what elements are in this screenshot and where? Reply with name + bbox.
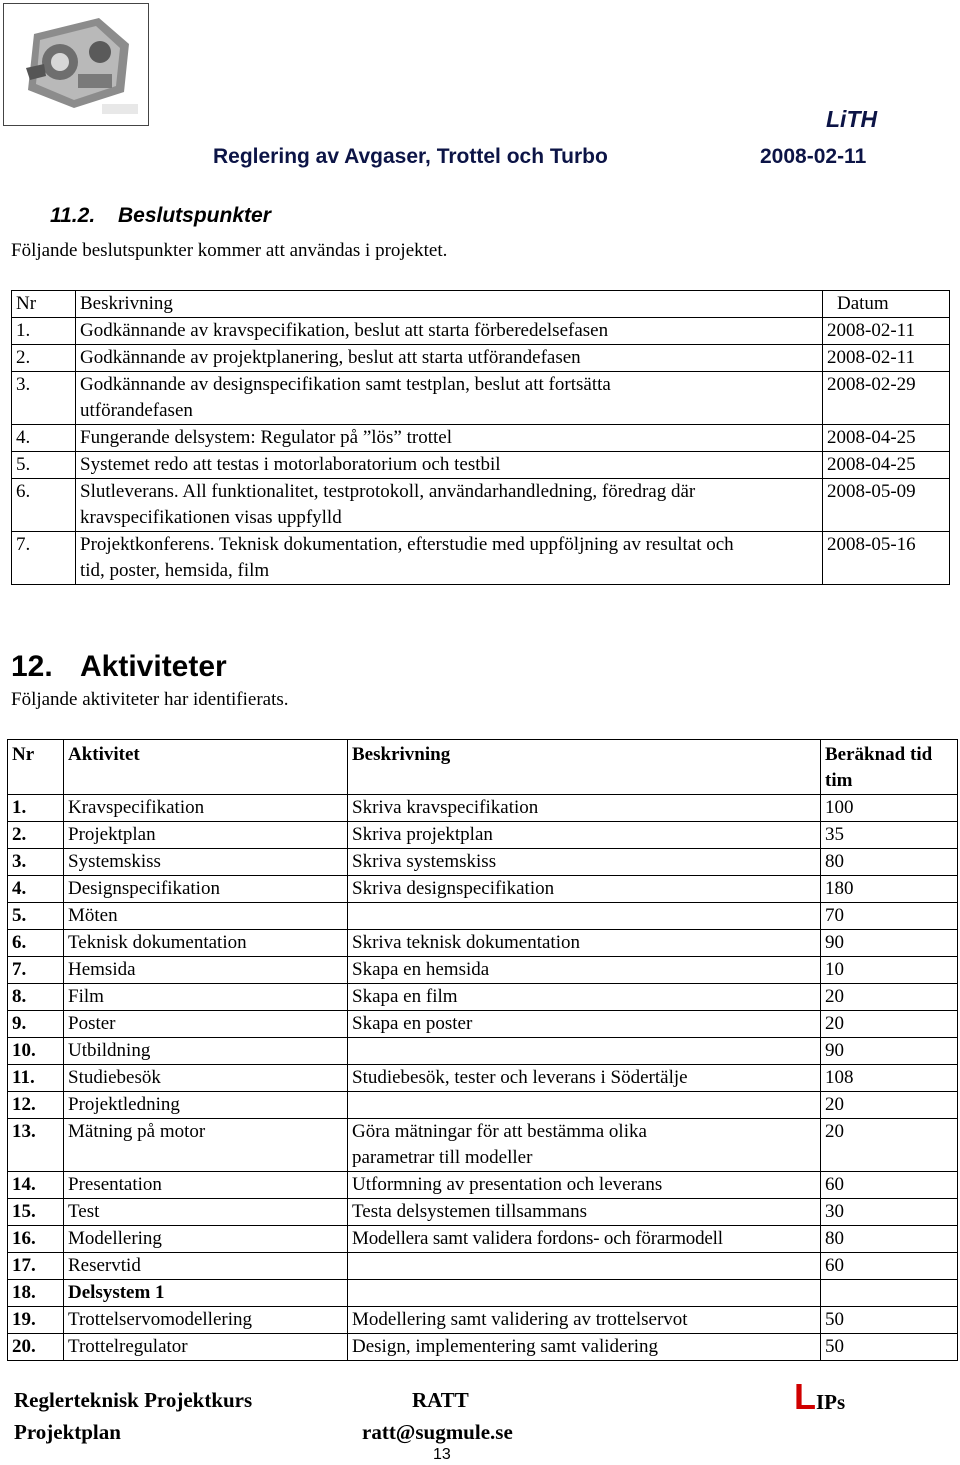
row-description: Göra mätningar för att bestämma olika parametrar till modeller bbox=[348, 1119, 821, 1172]
row-description: Skriva designspecifikation bbox=[348, 876, 821, 903]
row-date: 2008-04-25 bbox=[823, 452, 950, 479]
activities-table bbox=[7, 739, 958, 1361]
row-number: 4. bbox=[8, 876, 64, 903]
table-row bbox=[8, 822, 958, 849]
row-date: 2008-04-25 bbox=[823, 425, 950, 452]
row-activity: Reservtid bbox=[64, 1253, 348, 1280]
row-number: 6. bbox=[8, 930, 64, 957]
row-hours: 50 bbox=[821, 1334, 958, 1361]
table-row bbox=[8, 1092, 958, 1119]
row-description: Skriva teknisk dokumentation bbox=[348, 930, 821, 957]
footer-doc: Projektplan bbox=[14, 1420, 121, 1444]
row-description: Fungerande delsystem: Regulator på ”lös” trottel bbox=[76, 425, 823, 452]
row-number: 2. bbox=[12, 345, 76, 372]
footer-group: RATT bbox=[412, 1388, 469, 1412]
row-description: Design, implementering samt validering bbox=[348, 1334, 821, 1361]
row-description bbox=[348, 1253, 821, 1280]
row-number: 3. bbox=[8, 849, 64, 876]
row-description: Skriva projektplan bbox=[348, 822, 821, 849]
column-header: Nr bbox=[8, 740, 64, 795]
row-hours: 30 bbox=[821, 1199, 958, 1226]
table-row bbox=[8, 1011, 958, 1038]
row-description: Skapa en film bbox=[348, 984, 821, 1011]
row-hours: 90 bbox=[821, 930, 958, 957]
row-activity: Film bbox=[64, 984, 348, 1011]
table-row bbox=[12, 425, 950, 452]
row-description: Skriva systemskiss bbox=[348, 849, 821, 876]
row-description: Modellering samt validering av trottelservot bbox=[348, 1307, 821, 1334]
row-number: 8. bbox=[8, 984, 64, 1011]
row-hours: 10 bbox=[821, 957, 958, 984]
row-description: Slutleverans. All funktionalitet, testprotokoll, användarhandledning, föredrag där kravspecifikationen visas uppfylld bbox=[76, 479, 823, 532]
row-description: Utformning av presentation och leverans bbox=[348, 1172, 821, 1199]
row-hours: 50 bbox=[821, 1307, 958, 1334]
row-activity: Utbildning bbox=[64, 1038, 348, 1065]
row-description bbox=[348, 1092, 821, 1119]
row-hours: 180 bbox=[821, 876, 958, 903]
row-date: 2008-02-11 bbox=[823, 345, 950, 372]
row-hours: 20 bbox=[821, 984, 958, 1011]
row-description bbox=[348, 1280, 821, 1307]
row-hours: 20 bbox=[821, 1119, 958, 1172]
row-number: 17. bbox=[8, 1253, 64, 1280]
row-activity: Designspecifikation bbox=[64, 876, 348, 903]
table-row bbox=[8, 1307, 958, 1334]
row-activity: Presentation bbox=[64, 1172, 348, 1199]
row-number: 4. bbox=[12, 425, 76, 452]
row-number: 16. bbox=[8, 1226, 64, 1253]
row-number: 13. bbox=[8, 1119, 64, 1172]
row-date: 2008-05-09 bbox=[823, 479, 950, 532]
row-description: Modellera samt validera fordons- och förarmodell bbox=[348, 1226, 821, 1253]
row-description: Projektkonferens. Teknisk dokumentation, efterstudie med uppföljning av resultat och tid, poster, hemsida, film bbox=[76, 532, 823, 585]
table-row bbox=[8, 984, 958, 1011]
row-number: 3. bbox=[12, 372, 76, 425]
row-activity: Kravspecifikation bbox=[64, 795, 348, 822]
table-row bbox=[8, 1038, 958, 1065]
table-row bbox=[8, 849, 958, 876]
section-number: 11.2. bbox=[50, 204, 96, 227]
table-row bbox=[12, 479, 950, 532]
section-intro: Följande beslutspunkter kommer att användas i projektet. bbox=[11, 240, 448, 261]
row-date: 2008-02-11 bbox=[823, 318, 950, 345]
row-number: 20. bbox=[8, 1334, 64, 1361]
engine-icon bbox=[4, 4, 148, 125]
row-description: Studiebesök, tester och leverans i Södertälje bbox=[348, 1065, 821, 1092]
footer-course: Reglerteknisk Projektkurs bbox=[14, 1388, 253, 1412]
table-row bbox=[12, 372, 950, 425]
row-number: 11. bbox=[8, 1065, 64, 1092]
row-activity: Studiebesök bbox=[64, 1065, 348, 1092]
document-date: 2008-02-11 bbox=[760, 145, 867, 168]
row-hours: 60 bbox=[821, 1172, 958, 1199]
table-row bbox=[8, 1253, 958, 1280]
row-description: Skapa en poster bbox=[348, 1011, 821, 1038]
row-activity: Delsystem 1 bbox=[64, 1280, 348, 1307]
row-hours: 80 bbox=[821, 849, 958, 876]
row-number: 1. bbox=[12, 318, 76, 345]
table-row bbox=[12, 345, 950, 372]
table-row bbox=[8, 1065, 958, 1092]
table-row bbox=[12, 452, 950, 479]
table-row bbox=[8, 1334, 958, 1361]
row-hours: 80 bbox=[821, 1226, 958, 1253]
section-title: Beslutspunkter bbox=[118, 204, 271, 227]
row-hours: 108 bbox=[821, 1065, 958, 1092]
row-hours: 70 bbox=[821, 903, 958, 930]
table-row bbox=[8, 876, 958, 903]
lips-logo-text: IPs bbox=[816, 1390, 846, 1414]
row-activity: Projektledning bbox=[64, 1092, 348, 1119]
row-description: Godkännande av designspecifikation samt testplan, beslut att fortsätta utförandefasen bbox=[76, 372, 823, 425]
table-row bbox=[12, 532, 950, 585]
section-intro: Följande aktiviteter har identifierats. bbox=[11, 689, 289, 710]
row-description: Godkännande av kravspecifikation, beslut att starta förberedelsefasen bbox=[76, 318, 823, 345]
table-row bbox=[8, 903, 958, 930]
row-number: 10. bbox=[8, 1038, 64, 1065]
row-number: 7. bbox=[8, 957, 64, 984]
row-description: Skapa en hemsida bbox=[348, 957, 821, 984]
row-description bbox=[348, 903, 821, 930]
row-number: 1. bbox=[8, 795, 64, 822]
column-header: Aktivitet bbox=[64, 740, 348, 795]
row-activity: Hemsida bbox=[64, 957, 348, 984]
row-hours: 90 bbox=[821, 1038, 958, 1065]
section-title: Aktiviteter bbox=[80, 650, 227, 683]
footer-email: ratt@sugmule.se bbox=[362, 1420, 513, 1444]
row-activity: Trottelservomodellering bbox=[64, 1307, 348, 1334]
lips-logo-letter: L bbox=[794, 1376, 816, 1417]
row-hours: 60 bbox=[821, 1253, 958, 1280]
table-row bbox=[12, 318, 950, 345]
row-number: 6. bbox=[12, 479, 76, 532]
lith-logo-text: LiTH bbox=[826, 106, 878, 132]
row-number: 5. bbox=[8, 903, 64, 930]
row-description: Systemet redo att testas i motorlaboratorium och testbil bbox=[76, 452, 823, 479]
row-description: Testa delsystemen tillsammans bbox=[348, 1199, 821, 1226]
row-activity: Projektplan bbox=[64, 822, 348, 849]
decision-points-table bbox=[11, 290, 950, 585]
row-number: 19. bbox=[8, 1307, 64, 1334]
table-row bbox=[8, 1199, 958, 1226]
row-activity: Modellering bbox=[64, 1226, 348, 1253]
row-number: 5. bbox=[12, 452, 76, 479]
section-number: 12. bbox=[11, 650, 53, 683]
row-number: 14. bbox=[8, 1172, 64, 1199]
row-description: Godkännande av projektplanering, beslut att starta utförandefasen bbox=[76, 345, 823, 372]
page-number: 13 bbox=[433, 1446, 451, 1463]
document-title: Reglering av Avgaser, Trottel och Turbo bbox=[213, 145, 608, 168]
row-activity: Poster bbox=[64, 1011, 348, 1038]
row-number: 12. bbox=[8, 1092, 64, 1119]
row-activity: Teknisk dokumentation bbox=[64, 930, 348, 957]
column-header: Nr bbox=[12, 291, 76, 318]
row-hours: 20 bbox=[821, 1092, 958, 1119]
row-hours: 20 bbox=[821, 1011, 958, 1038]
row-number: 2. bbox=[8, 822, 64, 849]
row-description: Skriva kravspecifikation bbox=[348, 795, 821, 822]
row-number: 18. bbox=[8, 1280, 64, 1307]
row-date: 2008-05-16 bbox=[823, 532, 950, 585]
row-hours: 35 bbox=[821, 822, 958, 849]
table-header-row bbox=[8, 740, 958, 795]
row-activity: Möten bbox=[64, 903, 348, 930]
table-row bbox=[8, 930, 958, 957]
row-number: 7. bbox=[12, 532, 76, 585]
row-number: 15. bbox=[8, 1199, 64, 1226]
row-activity: Mätning på motor bbox=[64, 1119, 348, 1172]
table-row bbox=[8, 957, 958, 984]
row-number: 9. bbox=[8, 1011, 64, 1038]
row-activity: Test bbox=[64, 1199, 348, 1226]
table-header-row bbox=[12, 291, 950, 318]
row-activity: Trottelregulator bbox=[64, 1334, 348, 1361]
column-header: Beskrivning bbox=[76, 291, 823, 318]
table-row bbox=[8, 1172, 958, 1199]
row-date: 2008-02-29 bbox=[823, 372, 950, 425]
table-row bbox=[8, 1226, 958, 1253]
column-header: Beräknad tid tim bbox=[821, 740, 958, 795]
column-header: Datum bbox=[823, 291, 950, 318]
table-row bbox=[8, 1280, 958, 1307]
engine-photo bbox=[3, 3, 149, 126]
row-description bbox=[348, 1038, 821, 1065]
row-activity: Systemskiss bbox=[64, 849, 348, 876]
lips-logo bbox=[794, 1376, 845, 1418]
column-header: Beskrivning bbox=[348, 740, 821, 795]
table-row bbox=[8, 795, 958, 822]
row-hours bbox=[821, 1280, 958, 1307]
table-row bbox=[8, 1119, 958, 1172]
row-hours: 100 bbox=[821, 795, 958, 822]
